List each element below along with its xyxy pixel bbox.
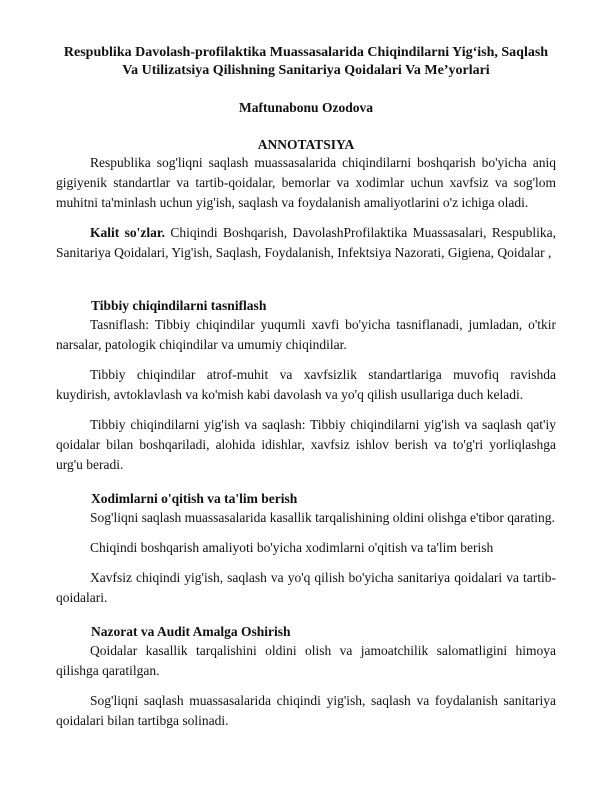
- annotation-heading: ANNOTATSIYA: [257, 137, 355, 152]
- document-title: [56, 44, 556, 80]
- section-paragraph: Qoidalar kasallik tarqalishini oldini olish va jamoatchilik salomatligini himoya qilishga qaratilgan.: [56, 643, 556, 678]
- section-heading: Tibbiy chiqindilarni tasniflash: [91, 298, 267, 313]
- section-paragraph: Sog'liqni saqlash muassasalarida chiqindi yig'ish, saqlash va foydalanish sanitariya qoidalari bilan tartibga solinadi.: [56, 693, 556, 728]
- section-paragraph: Tibbiy chiqindilar atrof-muhit va xavfsizlik standartlariga muvofiq ravishda kuydirish, avtoklavlash va ko'mish kabi davolash va yo'q qilish usullariga duch keladi.: [56, 367, 556, 402]
- section-heading: Xodimlarni o'qitish va ta'lim berish: [91, 491, 298, 506]
- keywords-paragraph: [56, 223, 556, 263]
- section-paragraph: Tibbiy chiqindilarni yig'ish va saqlash: Tibbiy chiqindilarni yig'ish va saqlash qat'iy qoidalar bilan boshqariladi, alohida idishlar, xavfsiz ishlov berish va to'g'ri yorliqlashga urg'u beradi.: [56, 417, 556, 472]
- title-line-2: Va Utilizatsiya Qilishning Sanitariya Qoidalari Va Me’yorlari: [122, 63, 490, 78]
- author-name: Maftunabonu Ozodova: [239, 100, 373, 115]
- section-heading: Nazorat va Audit Amalga Oshirish: [91, 624, 291, 639]
- keywords-text: Chiqindi Boshqarish, DavolashProfilaktika Muassasalari, Respublika, Sanitariya Qoidalari, Yig'ish, Saqlash, Foydalanish, Infektsiya Nazorati, Gigiena, Qoidalar ,: [56, 225, 557, 260]
- section-paragraph: Sog'liqni saqlash muassasalarida kasallik tarqalishining oldini olishga e'tibor qarating.: [90, 510, 555, 525]
- keywords-label: Kalit so'zlar.: [90, 225, 166, 240]
- section-paragraph: Tasniflash: Tibbiy chiqindilar yuqumli xavfi bo'yicha tasniflanadi, jumladan, o'tkir narsalar, patologik chiqindilar va umumiy chiqindilar.: [56, 317, 556, 352]
- section-paragraph: Chiqindi boshqarish amaliyoti bo'yicha xodimlarni o'qitish va ta'lim berish: [90, 540, 494, 555]
- annotation-paragraph: Respublika sog'liqni saqlash muassasalarida chiqindilarni boshqarish bo'yicha aniq gigiyenik standartlar va tartib-qoidalar, bemorlar va xodimlar uchun xavfsiz va sog'lom muhitni ta'minlash uchun yig'ish, saqlash va foydalanish amaliyotlarini o'z ichiga oladi.: [56, 155, 556, 210]
- section-paragraph: Xavfsiz chiqindi yig'ish, saqlash va yo'q qilish bo'yicha sanitariya qoidalari va tartib-qoidalari.: [56, 570, 556, 605]
- title-line-1: Respublika Davolash-profilaktika Muassasalarida Chiqindilarni Yig‘ish, Saqlash: [63, 45, 549, 60]
